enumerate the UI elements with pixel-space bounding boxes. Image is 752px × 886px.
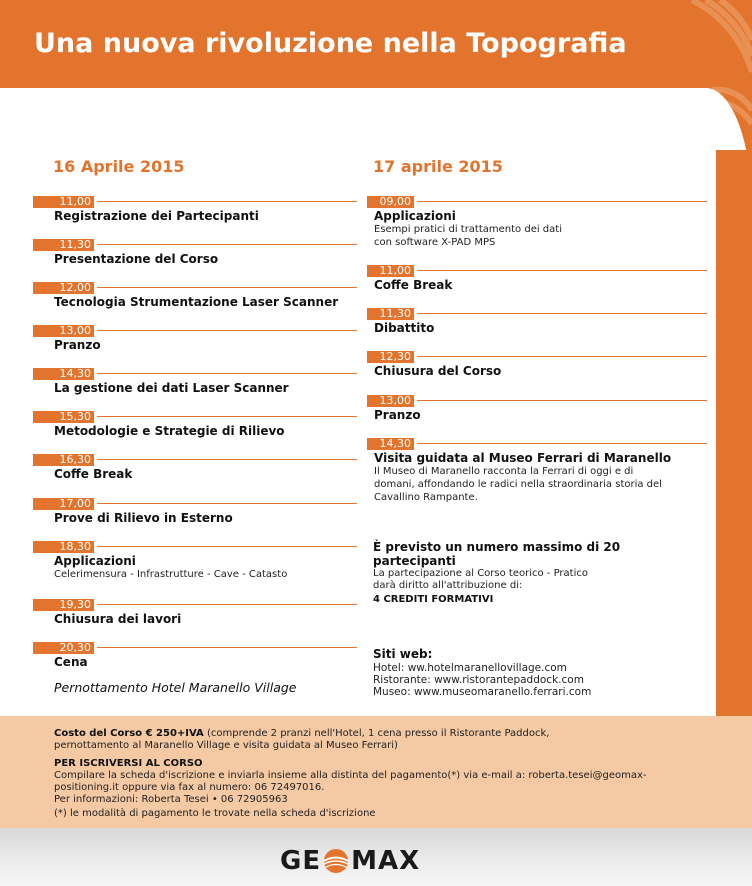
hotel-note: Pernottamento Hotel Maranello Village — [54, 680, 297, 695]
schedule-item — [33, 190, 259, 223]
item-title: Chiusura dei lavori — [54, 612, 182, 626]
notice-text-line1: La partecipazione al Corso teorico - Pratico — [373, 568, 588, 579]
schedule-item — [33, 593, 181, 626]
item-title: Tecnologia Strumentazione Laser Scanner — [54, 295, 339, 309]
museum-site: Museo: www.museomaranello.ferrari.com — [373, 686, 592, 698]
enroll-line2: positioning.it oppure via fax al numero: 06 72497016. — [54, 782, 325, 793]
item-subtitle: domani, affondando le radici nella straordinaria storia del — [374, 479, 662, 490]
time-badge: 15,30 — [33, 411, 94, 423]
time-badge: 12,00 — [33, 282, 94, 294]
item-subtitle: Il Museo di Maranello racconta la Ferrari di oggi e di — [374, 466, 634, 477]
item-title: Chiusura del Corso — [374, 364, 502, 378]
schedule-item — [367, 302, 434, 335]
websites-block — [373, 646, 693, 698]
notice-title-line1: È previsto un numero massimo di 20 — [373, 540, 621, 554]
time-badge: 13,00 — [33, 325, 94, 337]
time-badge: 12,30 — [367, 351, 414, 363]
schedule-item — [33, 405, 285, 438]
enroll-line1: Compilare la scheda d'iscrizione e inviarla insieme alla distinta del pagamento(*) via e-mail a: roberta.tesei@geomax- — [54, 770, 647, 781]
time-badge: 14,30 — [367, 438, 414, 450]
schedule-item — [33, 535, 287, 581]
time-badge: 16,30 — [33, 454, 94, 466]
item-title: Cena — [54, 655, 88, 669]
time-badge: 09,00 — [367, 196, 414, 208]
time-badge: 11,30 — [33, 239, 94, 251]
day2-title: 17 aprile 2015 — [373, 157, 503, 176]
item-title: Dibattito — [374, 321, 435, 335]
item-title: La gestione dei dati Laser Scanner — [54, 381, 289, 395]
item-title: Applicazioni — [374, 209, 456, 223]
item-title: Registrazione dei Partecipanti — [54, 209, 259, 223]
item-title: Pranzo — [374, 408, 421, 422]
enroll-title: PER ISCRIVERSI AL CORSO — [54, 758, 203, 769]
globe-icon — [323, 848, 349, 874]
schedule-item — [33, 448, 132, 481]
logo-text-left: GE — [280, 846, 322, 876]
time-badge: 17,00 — [33, 498, 94, 510]
schedule-item — [33, 276, 338, 309]
restaurant-site: Ristorante: www.ristorantepaddock.com — [373, 674, 584, 686]
schedule-item — [367, 389, 421, 422]
item-title: Coffe Break — [374, 278, 453, 292]
item-subtitle: Cavallino Rampante. — [374, 492, 478, 503]
time-badge: 20,30 — [33, 642, 94, 654]
day1-title: 16 Aprile 2015 — [53, 157, 185, 176]
credits-text: 4 CREDITI FORMATIVI — [373, 594, 494, 605]
time-badge: 19,30 — [33, 599, 94, 611]
time-badge: 14,30 — [33, 368, 94, 380]
item-title: Pranzo — [54, 338, 101, 352]
item-title: Visita guidata al Museo Ferrari di Maranello — [374, 451, 672, 465]
cost-label: Costo del Corso € 250+IVA — [54, 728, 204, 739]
item-subtitle: con software X-PAD MPS — [374, 237, 496, 248]
item-title: Presentazione del Corso — [54, 252, 219, 266]
time-badge: 18,30 — [33, 541, 94, 553]
schedule-item — [367, 432, 671, 504]
cost-line2: pernottamento al Maranello Village e visita guidata al Museo Ferrari) — [54, 740, 398, 751]
notice-title-line2: partecipanti — [373, 554, 456, 568]
payment-note: (*) le modalità di pagamento le trovate nella scheda d'iscrizione — [54, 808, 376, 819]
schedule-item — [367, 259, 452, 292]
geomax-logo — [280, 846, 420, 876]
schedule-item — [367, 190, 562, 249]
schedule-item — [33, 233, 218, 266]
time-badge: 13,00 — [367, 395, 414, 407]
schedule-item — [33, 319, 101, 352]
cost-text: (comprende 2 pranzi nell'Hotel, 1 cena presso il Ristorante Paddock, — [203, 728, 550, 739]
enroll-line3: Per informazioni: Roberta Tesei • 06 72905963 — [54, 794, 288, 805]
notice-text-line2: darà diritto all'attribuzione di: — [373, 580, 523, 591]
item-subtitle: Celerimensura - Infrastrutture - Cave - Catasto — [54, 569, 288, 580]
time-badge: 11,00 — [367, 265, 414, 277]
enroll-info — [54, 758, 704, 806]
sites-title: Siti web: — [373, 647, 433, 661]
time-badge: 11,30 — [367, 308, 414, 320]
item-title: Metodologie e Strategie di Rilievo — [54, 424, 285, 438]
page-title: Una nuova rivoluzione nella Topografia — [34, 28, 627, 59]
hotel-site: Hotel: ww.hotelmaranellovillage.com — [373, 662, 567, 674]
logo-text-right: MAX — [351, 846, 421, 876]
schedule-item — [33, 492, 233, 525]
schedule-item — [367, 345, 501, 378]
footer-info-panel — [0, 716, 752, 828]
item-title: Applicazioni — [54, 554, 136, 568]
item-title: Prove di Rilievo in Esterno — [54, 511, 233, 525]
participants-notice — [373, 540, 693, 607]
item-subtitle: Esempi pratici di trattamento dei dati — [374, 224, 562, 235]
side-accent-band — [716, 150, 752, 720]
item-title: Coffe Break — [54, 467, 133, 481]
schedule-item — [33, 362, 289, 395]
time-badge: 11,00 — [33, 196, 94, 208]
cost-info — [54, 728, 704, 752]
schedule-item — [33, 636, 94, 669]
